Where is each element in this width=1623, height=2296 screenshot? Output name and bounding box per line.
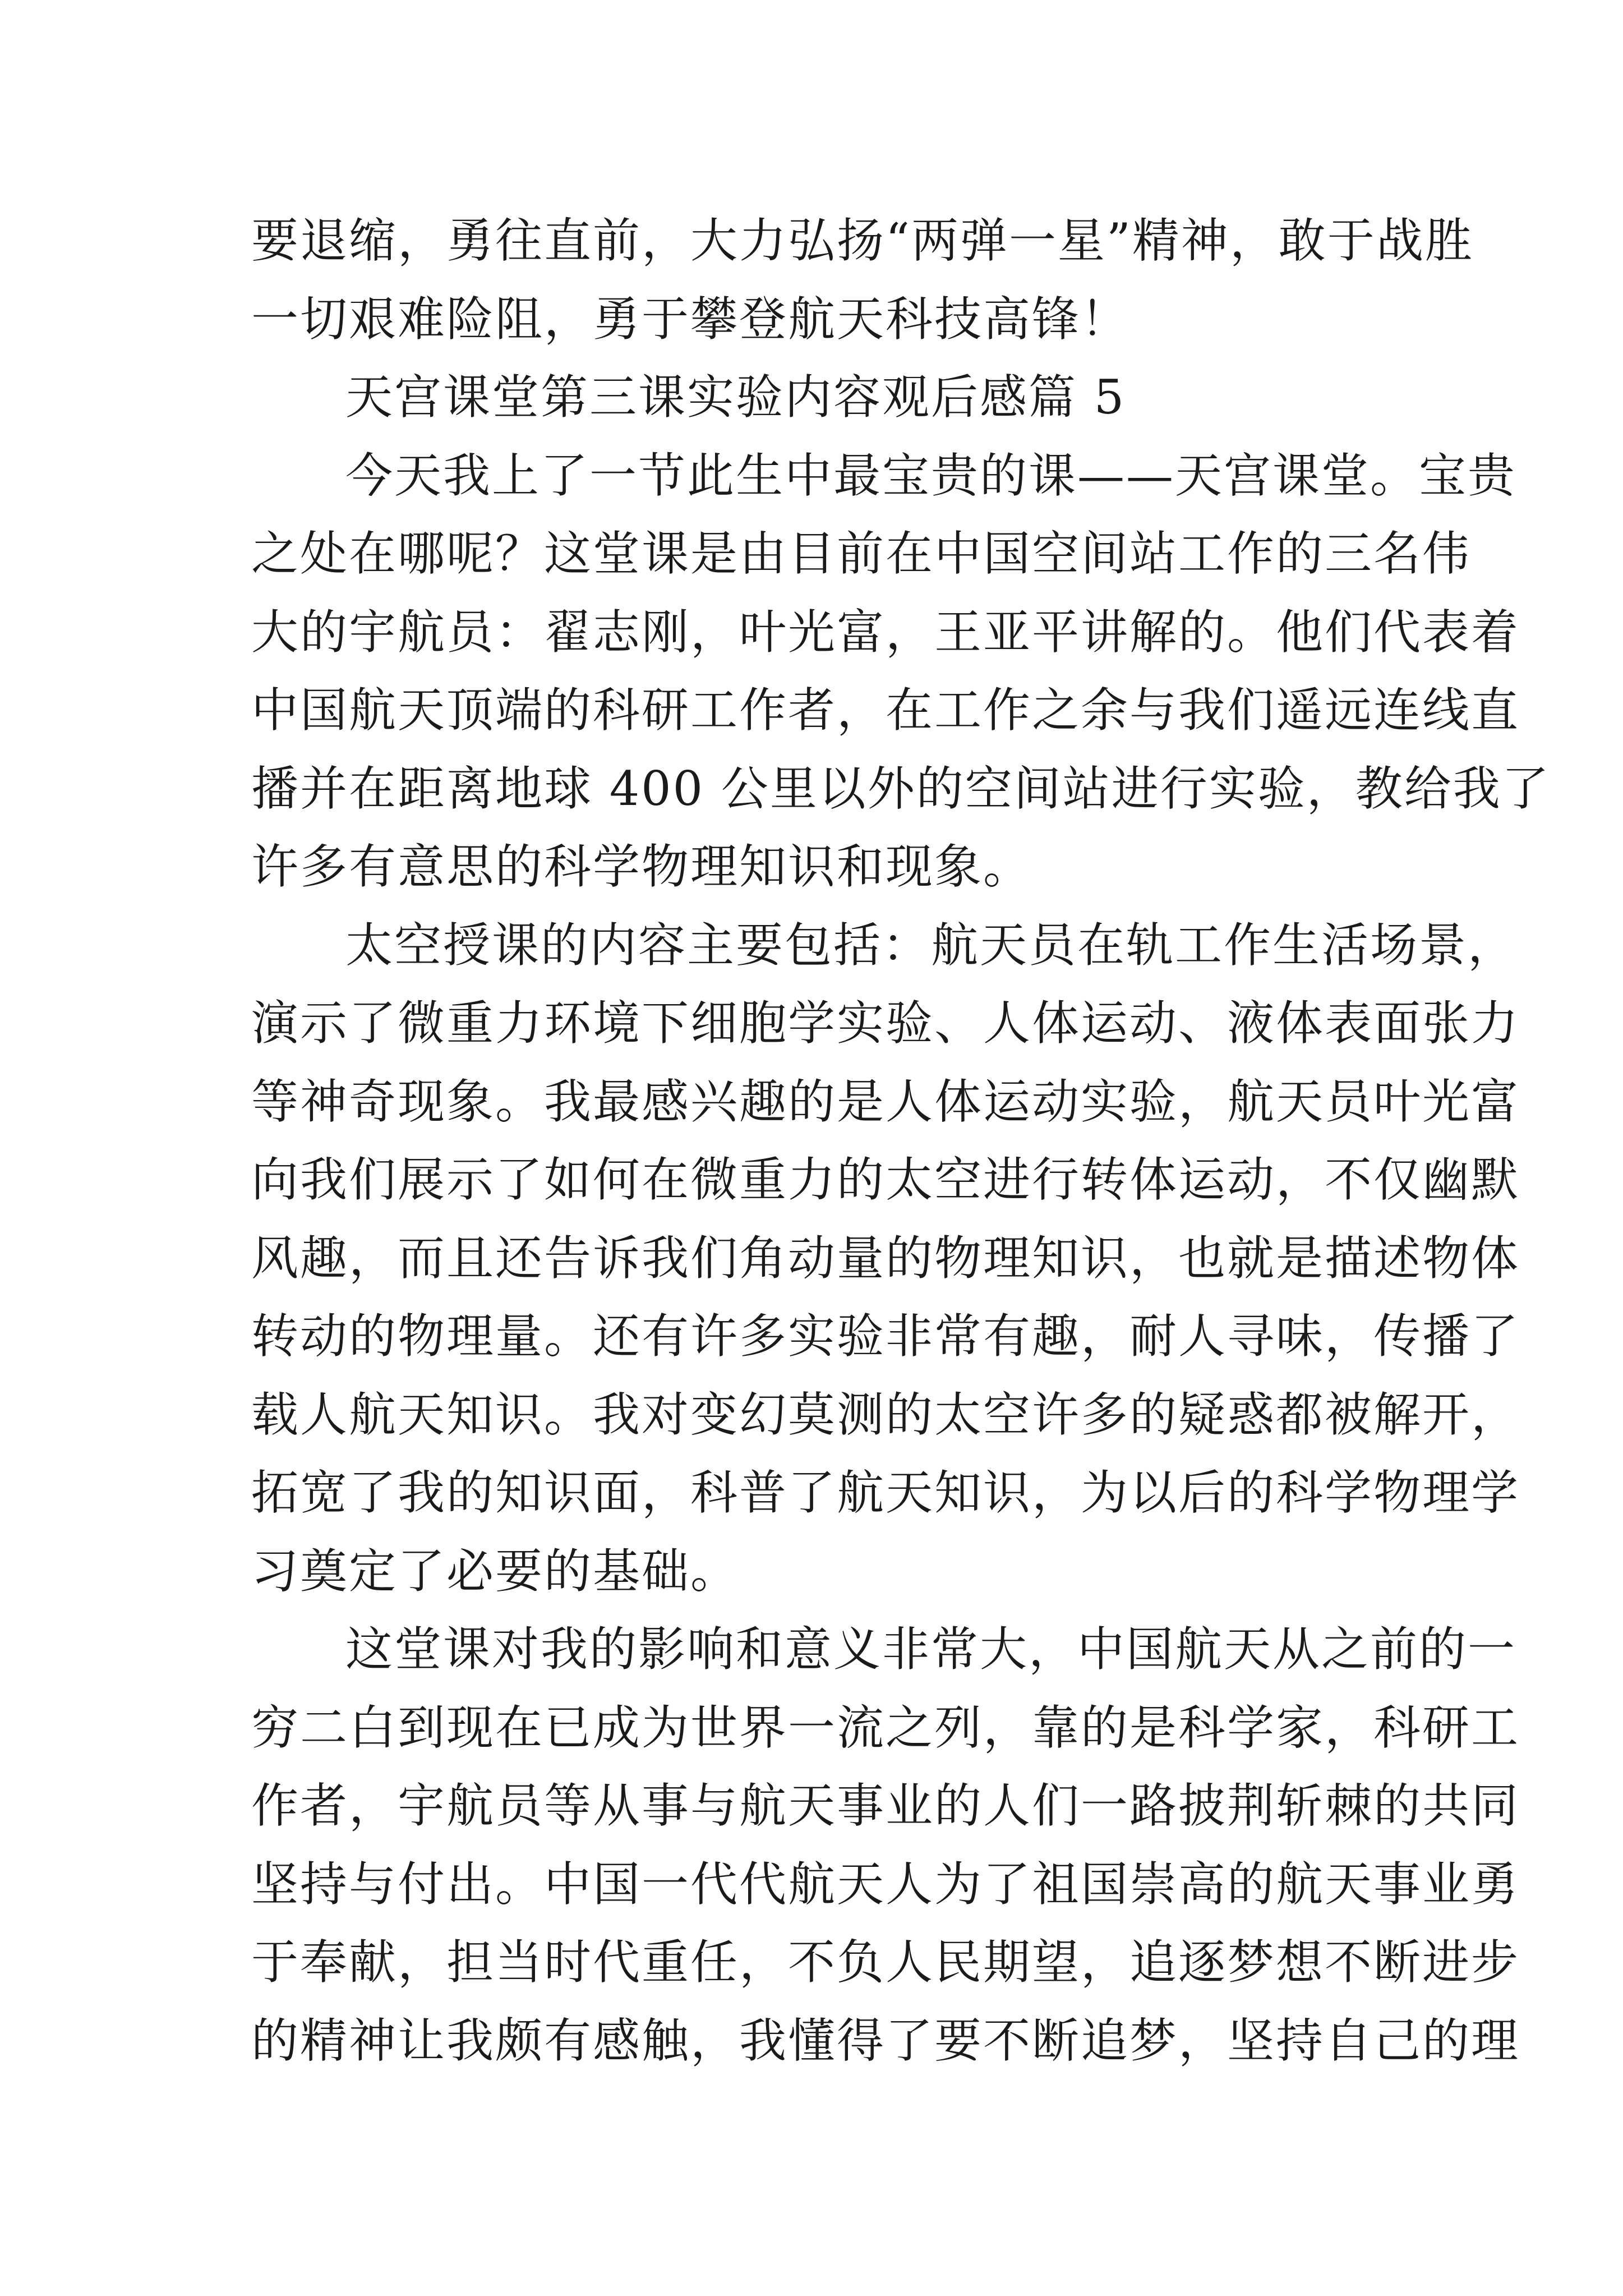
body-line: 等神奇现象。我最感兴趣的是人体运动实验，航天员叶光富 <box>251 1074 1520 1129</box>
body-line: 向我们展示了如何在微重力的太空进行转体运动，不仅幽默 <box>251 1152 1520 1207</box>
body-line: 的精神让我颇有感触，我懂得了要不断追梦，坚持自己的理 <box>251 2013 1520 2068</box>
body-line: 要退缩，勇往直前，大力弘扬“两弹一星”精神，敢于战胜 <box>251 213 1474 268</box>
paragraph-first-line: 今天我上了一节此生中最宝贵的课——天宫课堂。宝贵 <box>345 448 1517 503</box>
body-line: 作者，宇航员等从事与航天事业的人们一路披荆斩棘的共同 <box>251 1778 1520 1833</box>
body-line: 一切艰难险阻，勇于攀登航天科技高锋！ <box>251 291 1130 347</box>
body-line: 之处在哪呢？这堂课是由目前在中国空间站工作的三名伟 <box>251 526 1472 581</box>
body-line: 拓宽了我的知识面，科普了航天知识，为以后的科学物理学 <box>251 1465 1520 1520</box>
body-line: 风趣，而且还告诉我们角动量的物理知识，也就是描述物体 <box>251 1230 1520 1286</box>
body-line: 中国航天顶端的科研工作者，在工作之余与我们遥远连线直 <box>251 683 1520 738</box>
body-line: 播并在距离地球 400 公里以外的空间站进行实验，教给我了 <box>251 761 1551 816</box>
body-line: 许多有意思的科学物理知识和现象。 <box>251 839 1032 894</box>
body-line: 大的宇航员：翟志刚，叶光富，王亚平讲解的。他们代表着 <box>251 604 1520 660</box>
body-line: 习奠定了必要的基础。 <box>251 1543 740 1599</box>
body-line: 转动的物理量。还有许多实验非常有趣，耐人寻味，传播了 <box>251 1309 1520 1364</box>
paragraph-first-line: 太空授课的内容主要包括：航天员在轨工作生活场景， <box>345 917 1517 973</box>
body-line: 穷二白到现在已成为世界一流之列，靠的是科学家，科研工 <box>251 1700 1520 1755</box>
body-line: 坚持与付出。中国一代代航天人为了祖国崇高的航天事业勇 <box>251 1856 1520 1912</box>
body-line: 载人航天知识。我对变幻莫测的太空许多的疑惑都被解开， <box>251 1387 1520 1442</box>
body-line: 于奉献，担当时代重任，不负人民期望，追逐梦想不断进步 <box>251 1935 1520 1990</box>
body-line: 演示了微重力环境下细胞学实验、人体运动、液体表面张力 <box>251 996 1520 1051</box>
paragraph-first-line: 这堂课对我的影响和意义非常大，中国航天从之前的一 <box>345 1622 1517 1677</box>
document-body <box>251 202 1551 2080</box>
section-heading: 天宫课堂第三课实验内容观后感篇 5 <box>345 370 1126 425</box>
